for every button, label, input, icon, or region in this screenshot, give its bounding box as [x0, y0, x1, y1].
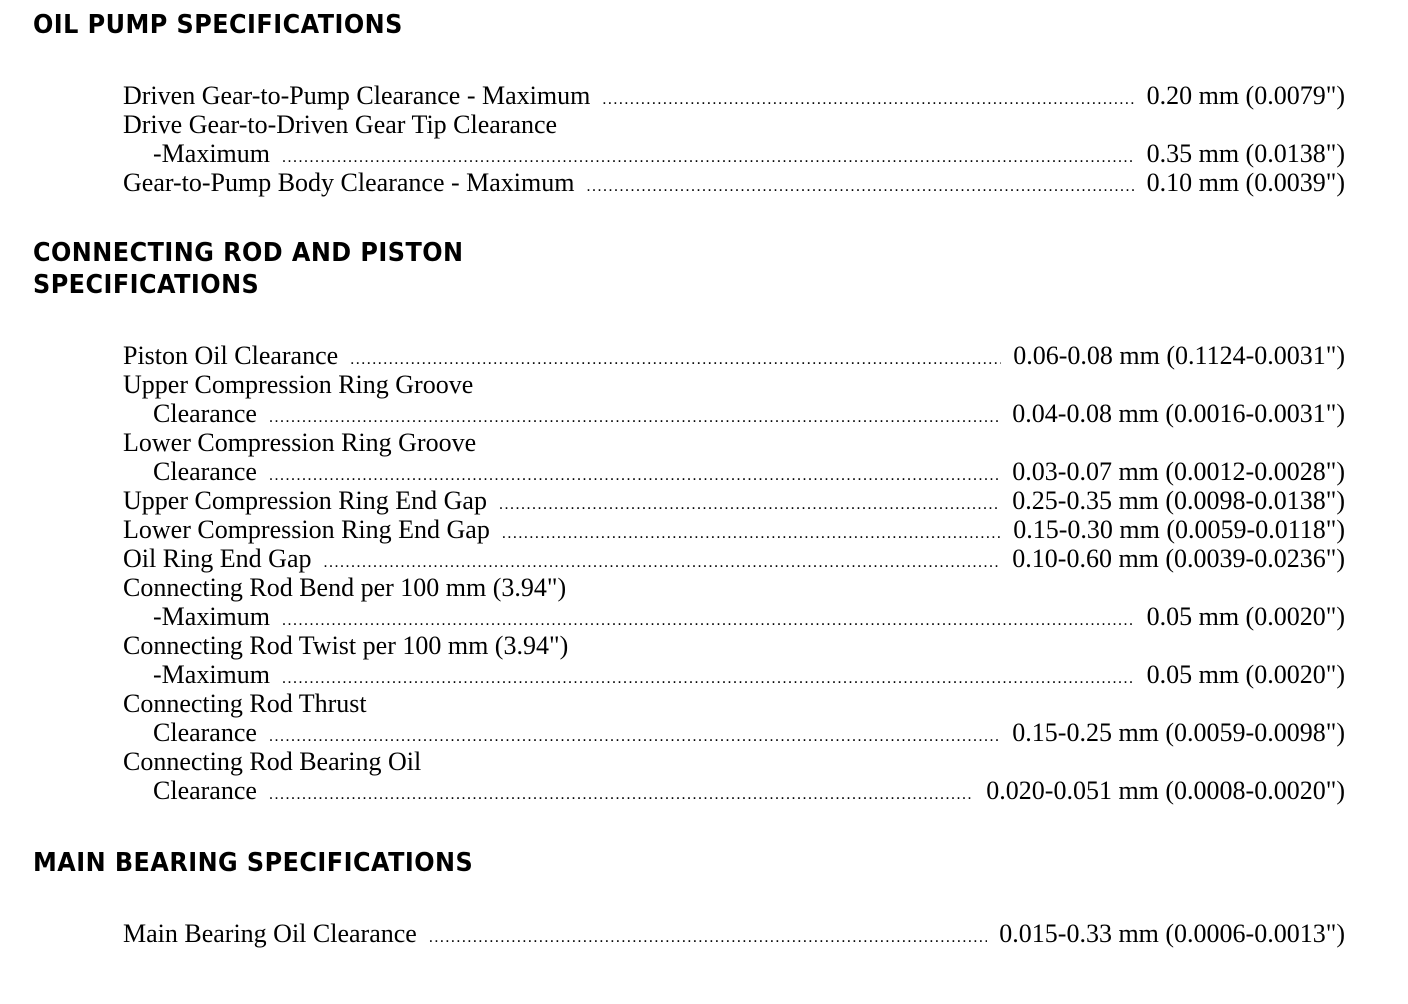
spec-label: Upper Compression Ring End Gap — [123, 486, 487, 515]
spec-label-line — [123, 370, 1345, 399]
spec-label-line — [123, 573, 1345, 602]
dot-leader — [282, 664, 1135, 693]
dot-leader — [429, 923, 987, 952]
spec-row — [123, 660, 1345, 689]
spec-list-connecting-rod-piston — [123, 341, 1345, 805]
spec-label: Driven Gear-to-Pump Clearance - Maximum — [123, 81, 591, 110]
spec-label: Connecting Rod Twist per 100 mm (3.94") — [123, 631, 569, 660]
section-title: CONNECTING ROD AND PISTON — [33, 238, 464, 268]
spec-value: 0.15-0.30 mm (0.0059-0.0118") — [1013, 515, 1345, 544]
spec-value: 0.05 mm (0.0020") — [1146, 602, 1345, 631]
spec-label: Lower Compression Ring End Gap — [123, 515, 490, 544]
spec-label-continuation: Clearance — [153, 718, 257, 747]
spec-row — [123, 341, 1345, 370]
spec-row — [123, 919, 1345, 948]
spec-list-oil-pump — [123, 81, 1345, 197]
spec-label-line — [123, 110, 1345, 139]
spec-value: 0.25-0.35 mm (0.0098-0.0138") — [1012, 486, 1345, 515]
spec-value: 0.03-0.07 mm (0.0012-0.0028") — [1012, 457, 1345, 486]
spec-row — [123, 457, 1345, 486]
spec-row — [123, 776, 1345, 805]
spec-row — [123, 399, 1345, 428]
dot-leader — [586, 172, 1134, 201]
spec-label-line — [123, 428, 1345, 457]
spec-label: Connecting Rod Bend per 100 mm (3.94") — [123, 573, 567, 602]
spec-value: 0.10 mm (0.0039") — [1146, 168, 1345, 197]
spec-row — [123, 168, 1345, 197]
spec-row — [123, 486, 1345, 515]
spec-label: Connecting Rod Thrust — [123, 689, 367, 718]
dot-leader — [499, 490, 1000, 519]
spec-label: Lower Compression Ring Groove — [123, 428, 477, 457]
spec-value: 0.015-0.33 mm (0.0006-0.0013") — [999, 919, 1345, 948]
spec-value: 0.35 mm (0.0138") — [1146, 139, 1345, 168]
spec-row — [123, 515, 1345, 544]
spec-label-continuation: -Maximum — [153, 602, 270, 631]
spec-value: 0.05 mm (0.0020") — [1146, 660, 1345, 689]
section-title: MAIN BEARING SPECIFICATIONS — [33, 848, 474, 878]
section-heading-oil-pump — [33, 9, 403, 41]
spec-label-continuation: Clearance — [153, 776, 257, 805]
spec-label: Drive Gear-to-Driven Gear Tip Clearance — [123, 110, 558, 139]
spec-row — [123, 602, 1345, 631]
spec-value: 0.06-0.08 mm (0.1124-0.0031") — [1013, 341, 1345, 370]
spec-value: 0.04-0.08 mm (0.0016-0.0031") — [1012, 399, 1345, 428]
spec-value: 0.20 mm (0.0079") — [1146, 81, 1345, 110]
spec-label-continuation: Clearance — [153, 457, 257, 486]
spec-label-line — [123, 747, 1345, 776]
section-title-line2: SPECIFICATIONS — [33, 270, 260, 300]
dot-leader — [502, 519, 1001, 548]
spec-label: Upper Compression Ring Groove — [123, 370, 474, 399]
spec-label-continuation: Clearance — [153, 399, 257, 428]
spec-label-line — [123, 689, 1345, 718]
spec-value: 0.10-0.60 mm (0.0039-0.0236") — [1012, 544, 1345, 573]
spec-value: 0.15-0.25 mm (0.0059-0.0098") — [1012, 718, 1345, 747]
spec-label-continuation: -Maximum — [153, 660, 270, 689]
section-heading-connecting-rod-piston — [33, 237, 464, 301]
dot-leader — [269, 780, 974, 809]
spec-label: Oil Ring End Gap — [123, 544, 312, 573]
spec-row — [123, 81, 1345, 110]
section-heading-main-bearing — [33, 847, 473, 879]
section-title: OIL PUMP SPECIFICATIONS — [33, 10, 403, 40]
spec-label: Main Bearing Oil Clearance — [123, 919, 417, 948]
spec-row — [123, 139, 1345, 168]
spec-label: Gear-to-Pump Body Clearance - Maximum — [123, 168, 575, 197]
spec-label: Connecting Rod Bearing Oil — [123, 747, 422, 776]
spec-row — [123, 718, 1345, 747]
spec-label: Piston Oil Clearance — [123, 341, 339, 370]
spec-row — [123, 544, 1345, 573]
dot-leader — [602, 85, 1134, 114]
spec-label-line — [123, 631, 1345, 660]
spec-label-continuation: -Maximum — [153, 139, 270, 168]
spec-list-main-bearing — [123, 919, 1345, 948]
spec-value: 0.020-0.051 mm (0.0008-0.0020") — [986, 776, 1345, 805]
